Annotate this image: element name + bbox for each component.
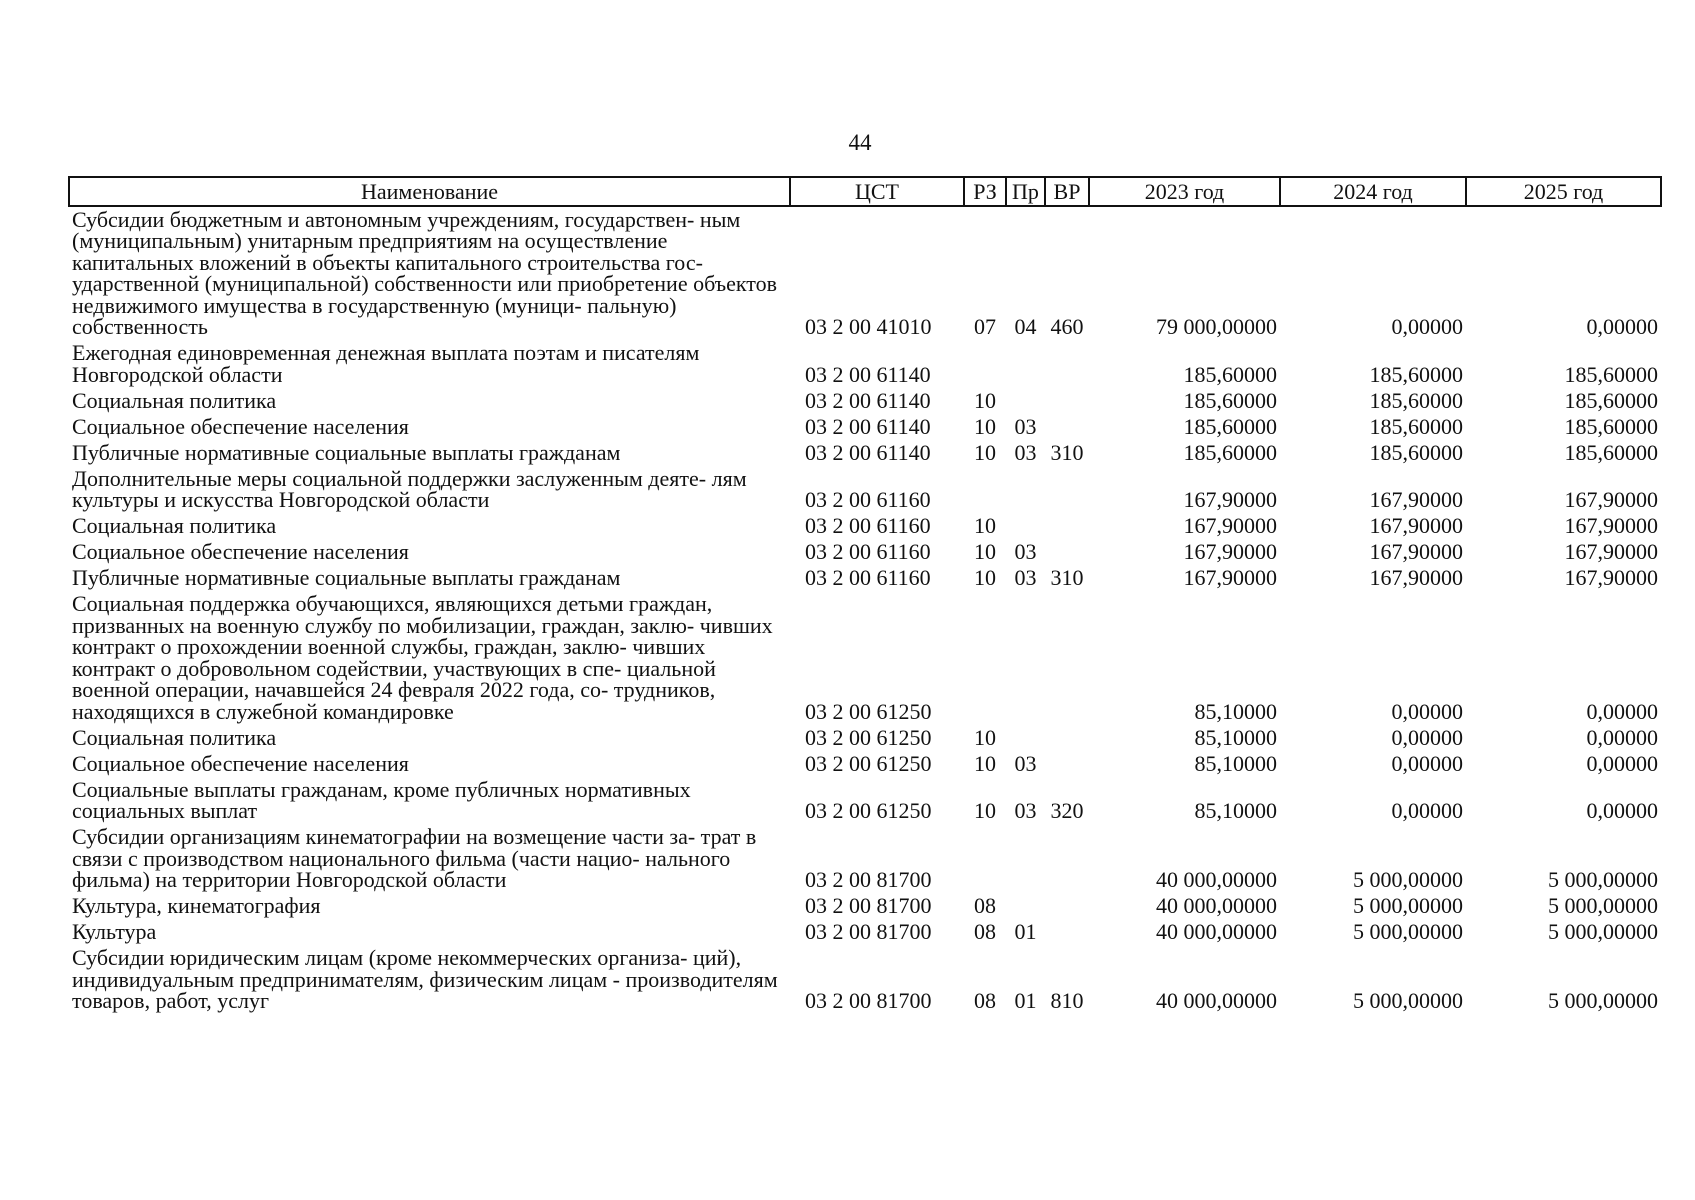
cell-2023: 167,90000: [1183, 565, 1277, 590]
table-row: [69, 414, 1661, 440]
cell-name: Социальные выплаты гражданам, кроме публичных нормативных социальных выплат: [72, 776, 691, 823]
header-cst: ЦСТ: [790, 177, 964, 206]
cell-2024: 185,60000: [1369, 361, 1463, 387]
cell-rz: 10: [974, 750, 996, 776]
cell-name: Публичные нормативные социальные выплаты гражданам: [72, 565, 621, 590]
cell-cst: 03 2 00 81700: [805, 988, 932, 1013]
table-row: [69, 540, 1661, 566]
header-name: Наименование: [69, 177, 790, 206]
cell-cst: 03 2 00 81700: [805, 919, 932, 944]
cell-vr: [1045, 592, 1089, 726]
cell-rz: 10: [974, 565, 996, 590]
cell-2024: 5 000,00000: [1353, 893, 1463, 918]
cell-2025: 5 000,00000: [1548, 988, 1658, 1013]
cell-pr: [1006, 388, 1045, 414]
cell-rz: 08: [974, 988, 996, 1013]
cell-pr: [1006, 725, 1045, 751]
cell-2023: 40 000,00000: [1156, 988, 1277, 1013]
table-row: [69, 946, 1661, 1015]
cell-cst: 03 2 00 61140: [805, 413, 931, 439]
cell-vr: [1045, 341, 1089, 389]
cell-rz: 10: [974, 387, 996, 413]
cell-2024: 185,60000: [1369, 413, 1463, 439]
cell-pr: 03: [1014, 565, 1037, 590]
cell-pr: [1006, 825, 1045, 894]
cell-2025: 0,00000: [1586, 750, 1658, 776]
cell-rz: [964, 825, 1006, 894]
cell-rz: [964, 341, 1006, 389]
cell-vr: 310: [1050, 439, 1084, 465]
cell-2025: 5 000,00000: [1548, 893, 1658, 918]
cell-2025: 167,90000: [1564, 513, 1658, 538]
table-row: [69, 751, 1661, 777]
cell-vr: [1045, 751, 1089, 777]
header-pr: Пр: [1006, 177, 1045, 206]
cell-cst: 03 2 00 61160: [805, 487, 931, 512]
cell-cst: 03 2 00 81700: [805, 893, 932, 918]
header-2023: 2023 год: [1089, 177, 1280, 206]
cell-cst: 03 2 00 81700: [805, 867, 932, 892]
cell-2024: 0,00000: [1391, 724, 1463, 750]
cell-name: Культура: [72, 919, 157, 944]
cell-2023: 85,10000: [1194, 724, 1277, 750]
cell-name: Ежегодная единовременная денежная выплата поэтам и писателям Новгородской области: [72, 340, 700, 387]
table-header: [69, 177, 1661, 206]
header-row: [69, 177, 1661, 206]
cell-2024: 5 000,00000: [1353, 988, 1463, 1013]
cell-rz: 10: [974, 439, 996, 465]
table-row: [69, 466, 1661, 514]
cell-cst: 03 2 00 61140: [805, 361, 931, 387]
cell-2024: 167,90000: [1369, 539, 1463, 564]
cell-cst: 03 2 00 61250: [805, 798, 932, 823]
cell-2024: 0,00000: [1391, 314, 1463, 339]
cell-2024: 167,90000: [1369, 565, 1463, 590]
cell-vr: 810: [1050, 988, 1084, 1013]
cell-rz: 10: [974, 413, 996, 439]
cell-vr: 310: [1050, 565, 1084, 590]
cell-2023: 40 000,00000: [1156, 867, 1277, 892]
cell-pr: [1006, 894, 1045, 920]
table-row: [69, 388, 1661, 414]
cell-2024: 185,60000: [1369, 387, 1463, 413]
cell-pr: 03: [1014, 798, 1037, 823]
cell-cst: 03 2 00 61140: [805, 387, 931, 413]
cell-2025: 5 000,00000: [1548, 867, 1658, 892]
cell-pr: 03: [1014, 413, 1037, 439]
cell-rz: 10: [974, 724, 996, 750]
cell-rz: 10: [974, 539, 996, 564]
cell-rz: 10: [974, 513, 996, 538]
table-row: [69, 566, 1661, 592]
cell-vr: 320: [1050, 798, 1084, 823]
cell-pr: 04: [1014, 314, 1037, 339]
cell-rz: 07: [974, 314, 996, 339]
cell-2024: 0,00000: [1391, 798, 1463, 823]
cell-pr: 03: [1014, 539, 1037, 564]
cell-vr: [1045, 514, 1089, 540]
cell-2025: 167,90000: [1564, 539, 1658, 564]
cell-2024: 0,00000: [1391, 750, 1463, 776]
table-row: [69, 920, 1661, 946]
cell-2023: 85,10000: [1194, 750, 1277, 776]
cell-pr: 03: [1014, 439, 1037, 465]
cell-vr: [1045, 414, 1089, 440]
cell-vr: [1045, 725, 1089, 751]
cell-2025: 185,60000: [1564, 387, 1658, 413]
cell-2025: 0,00000: [1586, 798, 1658, 823]
cell-name: Социальное обеспечение населения: [72, 539, 409, 564]
cell-vr: [1045, 920, 1089, 946]
cell-rz: [964, 592, 1006, 726]
table-row: [69, 206, 1661, 341]
table-body: [69, 206, 1661, 1015]
cell-cst: 03 2 00 61250: [805, 724, 932, 750]
cell-2024: 5 000,00000: [1353, 919, 1463, 944]
cell-name: Социальная поддержка обучающихся, являющихся детьми граждан, призванных на военную службу по мобилизации, граждан, заклю- чивших контракт о прохождении военной службы, граждан, заклю- чивших контракт о добровольном содействии, участвующих в спе- циальной военной операции, начавшейся 24 февраля 2022 года, со- трудников, находящихся в служебной командировке: [72, 591, 773, 724]
cell-2025: 185,60000: [1564, 413, 1658, 439]
cell-name: Субсидии бюджетным и автономным учреждениям, государствен- ным (муниципальным) унитарным предприятиям на осуществление капитальных вложений в объекты капитального строительства гос- ударственной (муниципальной) собственности или приобретение объектов недвижимого имущества в государственную (муници- пальную) собственность: [72, 206, 777, 339]
table-row: [69, 825, 1661, 894]
cell-pr: [1006, 341, 1045, 389]
cell-2023: 167,90000: [1183, 539, 1277, 564]
cell-vr: [1045, 388, 1089, 414]
cell-name: Субсидии юридическим лицам (кроме некоммерческих организа- ций), индивидуальным предпринимателям, физическим лицам - производителям товаров, работ, услуг: [72, 945, 778, 1013]
cell-2025: 167,90000: [1564, 487, 1658, 512]
cell-cst: 03 2 00 61160: [805, 565, 931, 590]
cell-2024: 5 000,00000: [1353, 867, 1463, 892]
header-2024: 2024 год: [1280, 177, 1466, 206]
cell-name: Социальное обеспечение населения: [72, 750, 409, 776]
cell-pr: 03: [1014, 750, 1037, 776]
cell-cst: 03 2 00 61250: [805, 698, 932, 724]
header-vr: ВР: [1045, 177, 1089, 206]
cell-name: Социальное обеспечение населения: [72, 413, 409, 439]
table-row: [69, 341, 1661, 389]
cell-name: Социальная политика: [72, 724, 277, 750]
cell-vr: [1045, 894, 1089, 920]
cell-2023: 185,60000: [1183, 361, 1277, 387]
cell-cst: 03 2 00 61140: [805, 439, 931, 465]
cell-2024: 185,60000: [1369, 439, 1463, 465]
cell-2023: 40 000,00000: [1156, 919, 1277, 944]
cell-vr: 460: [1050, 314, 1084, 339]
header-2025: 2025 год: [1466, 177, 1661, 206]
table-row: [69, 725, 1661, 751]
cell-pr: [1006, 514, 1045, 540]
cell-2023: 85,10000: [1194, 698, 1277, 724]
table-row: [69, 592, 1661, 726]
page-number: 44: [848, 130, 872, 155]
cell-pr: 01: [1014, 919, 1037, 944]
cell-2023: 185,60000: [1183, 439, 1277, 465]
cell-name: Социальная политика: [72, 387, 277, 413]
cell-pr: [1006, 466, 1045, 514]
cell-2025: 5 000,00000: [1548, 919, 1658, 944]
cell-2023: 167,90000: [1183, 513, 1277, 538]
cell-2023: 185,60000: [1183, 413, 1277, 439]
cell-2025: 167,90000: [1564, 565, 1658, 590]
cell-2025: 0,00000: [1586, 724, 1658, 750]
table-row: [69, 514, 1661, 540]
cell-name: Культура, кинематография: [72, 893, 321, 918]
cell-2023: 185,60000: [1183, 387, 1277, 413]
cell-cst: 03 2 00 41010: [805, 314, 932, 339]
cell-2023: 40 000,00000: [1156, 893, 1277, 918]
cell-vr: [1045, 466, 1089, 514]
cell-2024: 0,00000: [1391, 698, 1463, 724]
cell-vr: [1045, 540, 1089, 566]
table-row: [69, 777, 1661, 825]
cell-pr: [1006, 592, 1045, 726]
cell-2025: 0,00000: [1586, 314, 1658, 339]
header-rz: РЗ: [964, 177, 1006, 206]
table-row: [69, 440, 1661, 466]
cell-rz: [964, 466, 1006, 514]
cell-rz: 08: [974, 919, 996, 944]
cell-2023: 85,10000: [1194, 798, 1277, 823]
budget-table: [68, 176, 1662, 1015]
cell-name: Субсидии организациям кинематографии на возмещение части за- трат в связи с производством национального фильма (части нацио- нального фильма) на территории Новгородской области: [72, 824, 757, 892]
cell-2023: 79 000,00000: [1156, 314, 1277, 339]
cell-2025: 185,60000: [1564, 361, 1658, 387]
cell-name: Публичные нормативные социальные выплаты гражданам: [72, 439, 621, 465]
cell-2024: 167,90000: [1369, 487, 1463, 512]
cell-cst: 03 2 00 61160: [805, 513, 931, 538]
cell-cst: 03 2 00 61160: [805, 539, 931, 564]
table-row: [69, 894, 1661, 920]
cell-rz: 08: [974, 893, 996, 918]
cell-2024: 167,90000: [1369, 513, 1463, 538]
cell-cst: 03 2 00 61250: [805, 750, 932, 776]
cell-rz: 10: [974, 798, 996, 823]
cell-2023: 167,90000: [1183, 487, 1277, 512]
cell-2025: 0,00000: [1586, 698, 1658, 724]
cell-name: Дополнительные меры социальной поддержки заслуженным деяте- лям культуры и искусства Новгородской области: [72, 465, 747, 512]
cell-2025: 185,60000: [1564, 439, 1658, 465]
cell-pr: 01: [1014, 988, 1037, 1013]
cell-vr: [1045, 825, 1089, 894]
cell-name: Социальная политика: [72, 513, 277, 538]
